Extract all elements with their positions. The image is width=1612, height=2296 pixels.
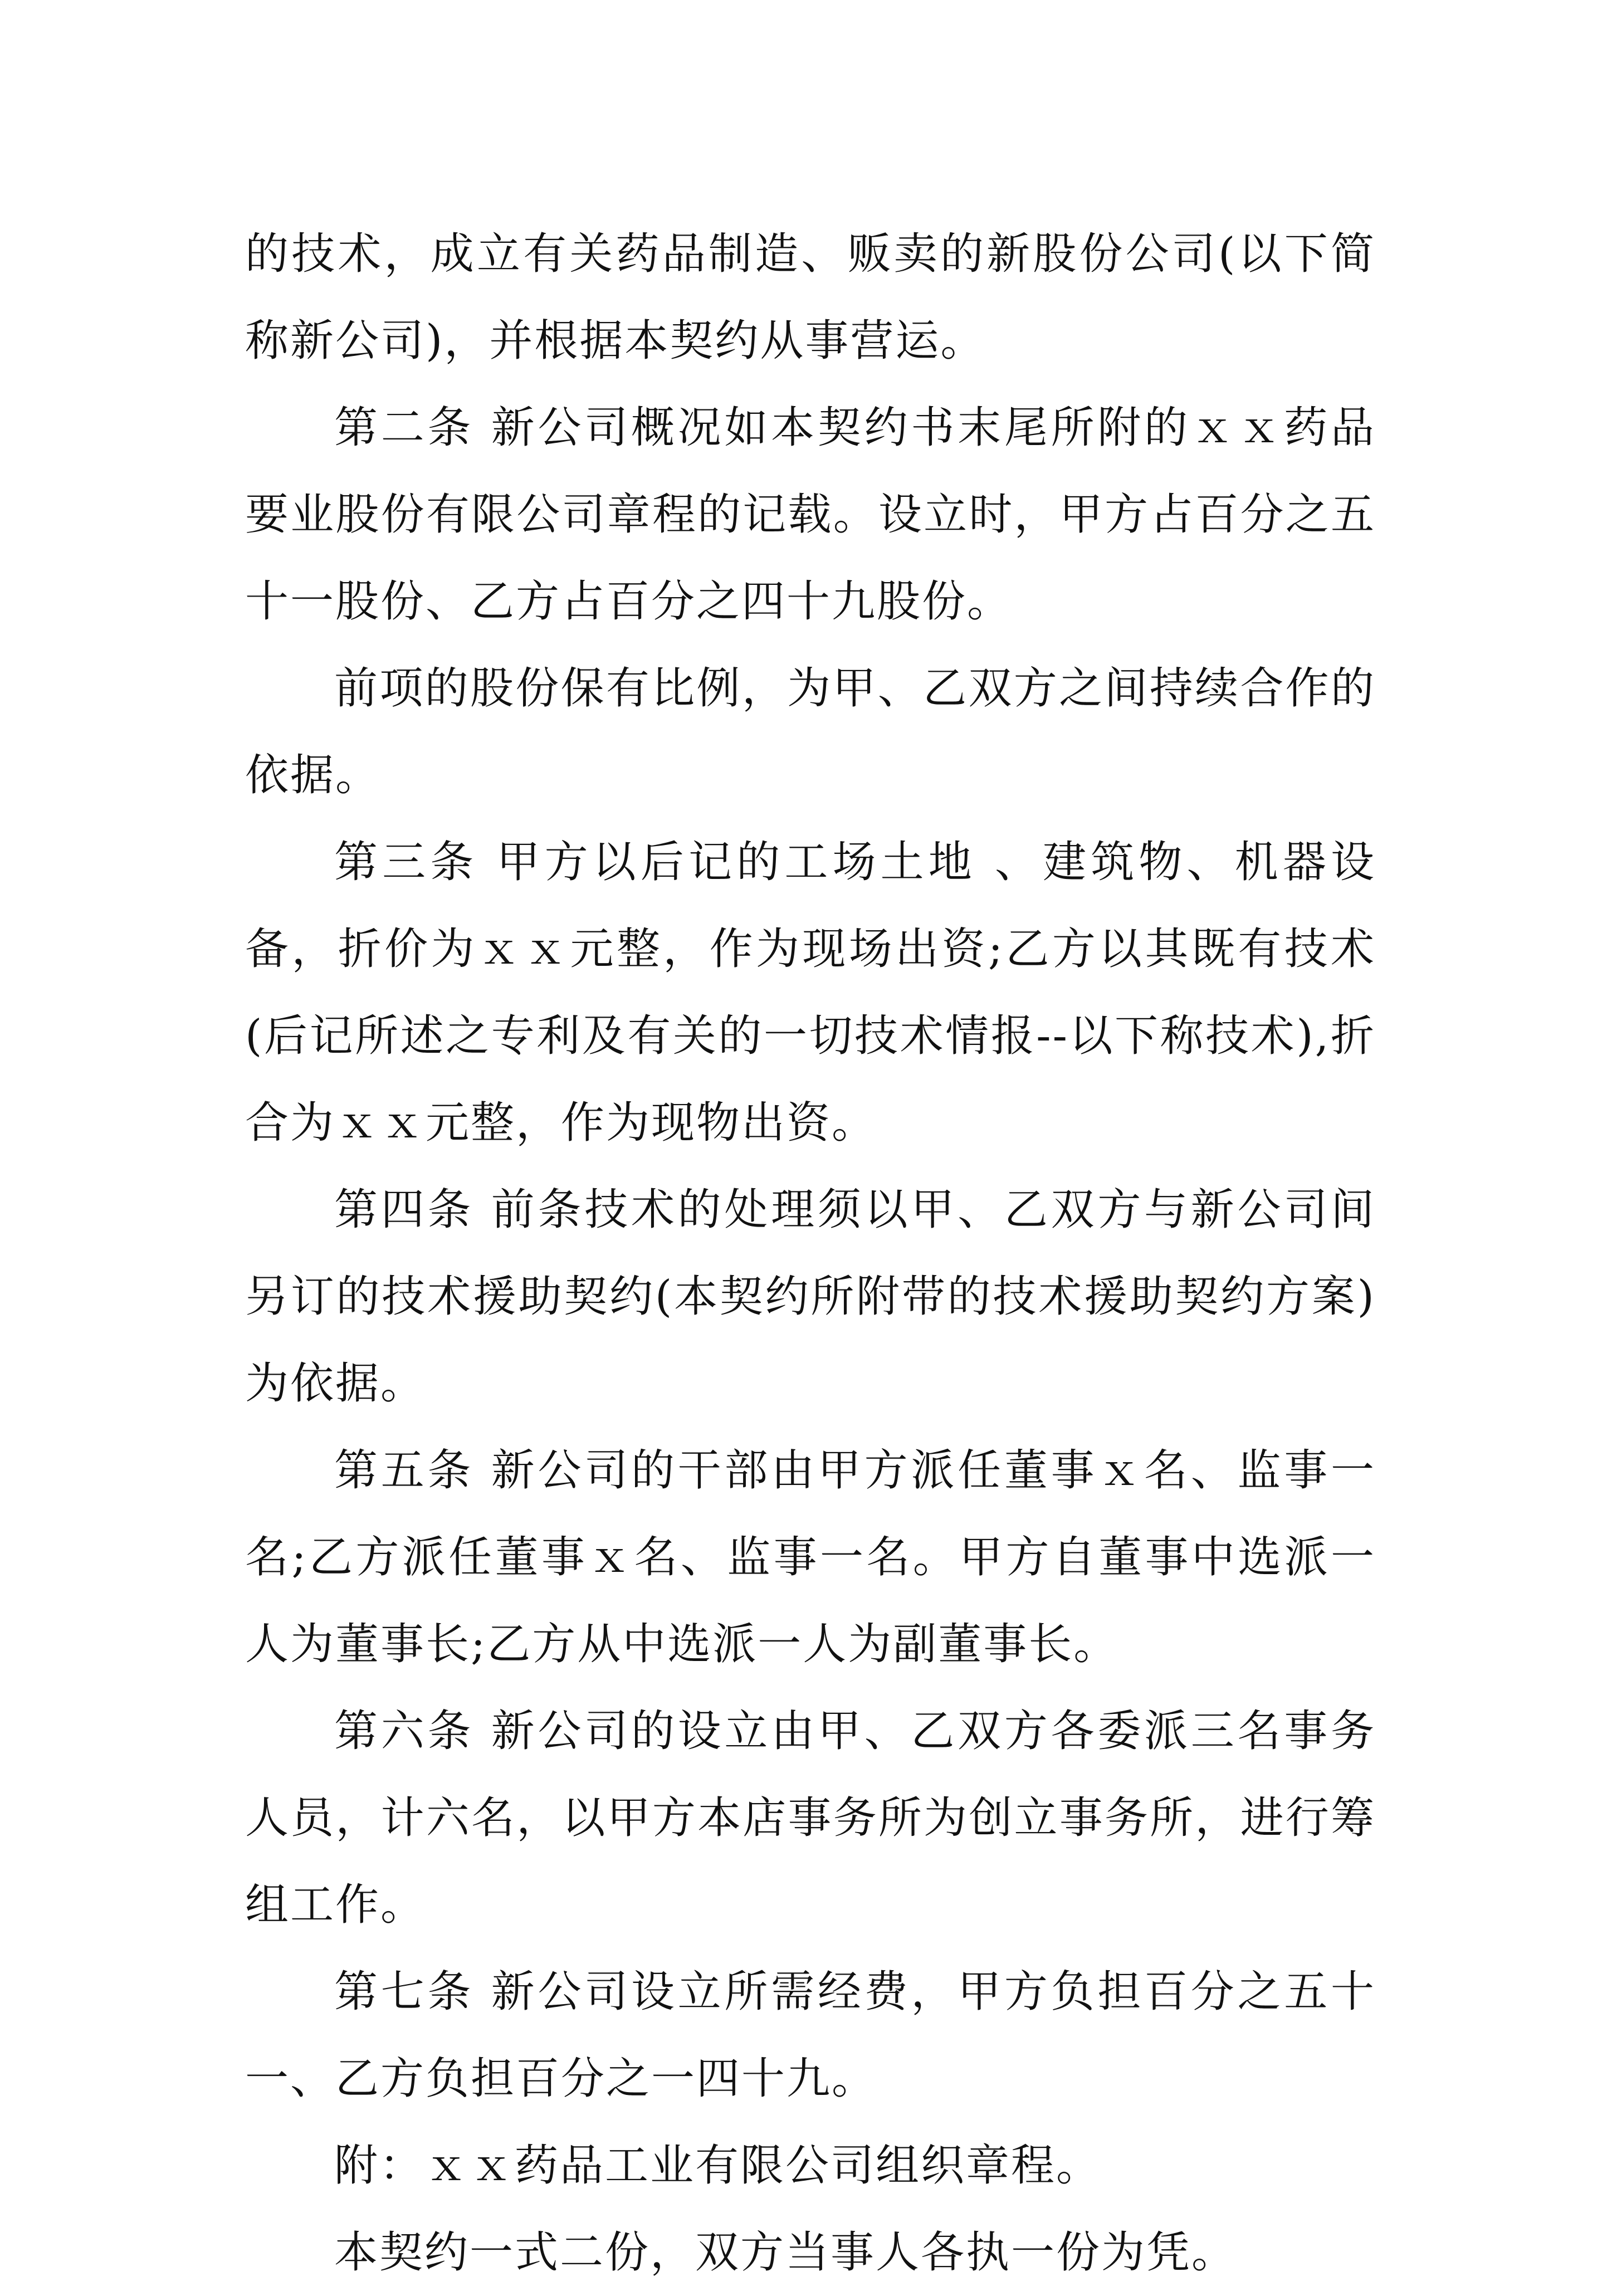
- paragraph-share-ratio: 前项的股份保有比例，为甲、乙双方之间持续合作的依据。: [245, 663, 1376, 800]
- paragraph-article-2: 第二条 新公司概况如本契约书末尾所附的ｘｘ药品要业股份有限公司章程的记载。设立时，甲方占百分之五十一股份、乙方占百分之四十九股份。: [245, 403, 1376, 627]
- paragraph-article-7: 第七条 新公司设立所需经费，甲方负担百分之五十一、乙方负担百分之一四十九。: [245, 1967, 1376, 2104]
- paragraph-article-3: 第三条 甲方以后记的工场土地 、建筑物、机器设备，折价为ｘｘ元整，作为现场出资;乙方以其既有技术(后记所述之专利及有关的一切技术情报--以下称技术),折合为ｘｘ元整，作为现物出资。: [245, 837, 1376, 1148]
- paragraph-attachment: 附：ｘｘ药品工业有限公司组织章程。: [334, 2141, 1102, 2191]
- paragraph-copies: 本契约一式二份，双方当事人各执一份为凭。: [334, 2227, 1237, 2278]
- paragraph-article-6: 第六条 新公司的设立由甲、乙双方各委派三名事务人员，计六名，以甲方本店事务所为创立事务所，进行筹组工作。: [245, 1706, 1376, 1930]
- document-body: [245, 211, 1376, 2296]
- paragraph-article-5: 第五条 新公司的干部由甲方派任董事ｘ名、监事一名;乙方派任董事ｘ名、监事一名。甲方自董事中选派一人为董事长;乙方从中选派一人为副董事长。: [245, 1445, 1376, 1669]
- paragraph-continuation: 的技术，成立有关药品制造、贩卖的新股份公司(以下简称新公司)，并根据本契约从事营运。: [245, 229, 1376, 366]
- paragraph-article-4: 第四条 前条技术的处理须以甲、乙双方与新公司间另订的技术援助契约(本契约所附带的技术援助契约方案)为依据。: [245, 1185, 1376, 1409]
